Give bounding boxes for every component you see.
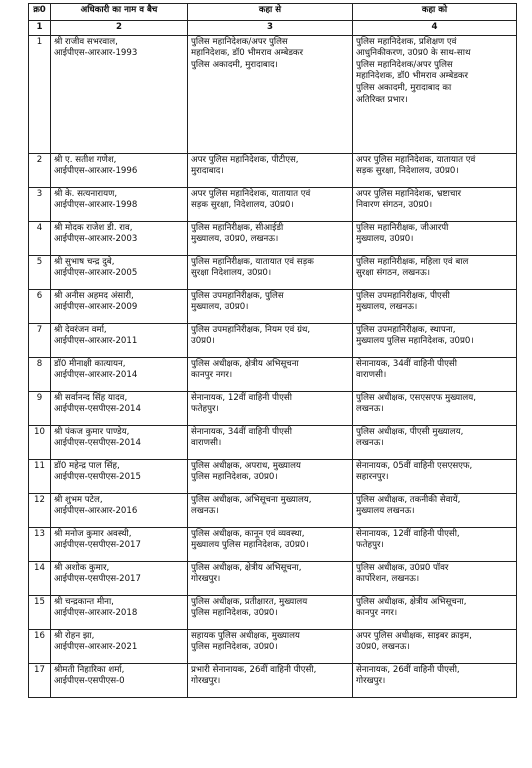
cell-text-line: पुलिस उपमहानिरीक्षक, नियम एवं ग्रंथ, [191, 324, 311, 335]
cell-text-line: आईपीएस-एसपीएस-2014 [54, 438, 141, 449]
cell-text-line: पुलिस अधीक्षक, कानून एवं व्यवस्था, [191, 528, 305, 539]
cell-text-line: अपर पुलिस महानिदेशक, पीटीएस, [191, 154, 299, 165]
serial-number-cell: 4 [29, 221, 51, 255]
table-row [29, 527, 517, 561]
transfer-table [28, 3, 517, 698]
from-post-cell [188, 561, 353, 595]
table-row [29, 425, 517, 459]
from-post-cell [188, 153, 353, 187]
from-post-cell [188, 459, 353, 493]
cell-text-line: आईपीएस-आरआर-2018 [54, 608, 138, 619]
cell-text-line: सेनानायक, 05वीं वाहिनी एसएसएफ, [356, 460, 473, 471]
cell-text-line: पुलिस महानिरीक्षक, सीआईडी [191, 222, 284, 233]
table-row [29, 357, 517, 391]
table-row [29, 629, 517, 663]
cell-text-line: आईपीएस-एसपीएस-2017 [54, 574, 141, 585]
to-post-cell [353, 153, 517, 187]
serial-number-cell: 3 [29, 187, 51, 221]
cell-text-line: पुलिस अधीक्षक, प्रतीक्षारत, मुख्यालय [191, 596, 308, 607]
cell-text-line: सहायक पुलिस अधीक्षक, मुख्यालय [191, 630, 300, 641]
cell-text-line: पुलिस अधीक्षक, क्षेत्रीय अभिसूचना, [356, 596, 467, 607]
cell-text-line: आईपीएस-आरआर-2003 [54, 234, 138, 245]
officer-name-cell [51, 35, 188, 153]
from-post-cell [188, 187, 353, 221]
cell-text-line: आईपीएस-आरआर-2005 [54, 268, 138, 279]
table-row [29, 493, 517, 527]
cell-text-line: लखनऊ। [191, 506, 219, 517]
officer-name-cell [51, 663, 188, 697]
serial-number-cell: 2 [29, 153, 51, 187]
column-number-row [29, 21, 517, 36]
cell-text-line: प्रभारी सेनानायक, 26वीं वाहिनी पीएसी, [191, 664, 317, 675]
table-row [29, 459, 517, 493]
cell-text-line: पुलिस अकादमी, मुरादाबाद का [356, 82, 452, 93]
officer-name-cell [51, 323, 188, 357]
to-post-cell [353, 391, 517, 425]
from-post-cell [188, 527, 353, 561]
cell-text-line: आईपीएस-आरआर-1998 [54, 200, 138, 211]
table-row [29, 153, 517, 187]
cell-text-line: गोरखपुर। [356, 676, 386, 687]
cell-text-line: श्रीमती निहारिका शर्मा, [54, 664, 125, 675]
cell-text-line: सेनानायक, 12वीं वाहिनी पीएसी [191, 392, 292, 403]
cell-text-line: पुलिस अधीक्षक, पीएसी मुख्यालय, [356, 426, 464, 437]
cell-text-line: सेनानायक, 26वीं वाहिनी पीएसी, [356, 664, 460, 675]
officer-name-cell [51, 425, 188, 459]
cell-text-line: मुख्यालय, उ0प्र0, लखनऊ। [191, 234, 279, 245]
cell-text-line: आईपीएस-एसपीएस-2014 [54, 404, 141, 415]
to-post-cell [353, 187, 517, 221]
cell-text-line: गोरखपुर। [191, 676, 221, 687]
table-row [29, 35, 517, 153]
to-post-cell [353, 663, 517, 697]
cell-text-line: मुख्यालय पुलिस महानिदेशक, उ0प्र0। [191, 540, 309, 551]
cell-text-line: पुलिस उपमहानिरीक्षक, पुलिस [191, 290, 284, 301]
cell-text-line: सेनानायक, 34वीं वाहिनी पीएसी [356, 358, 457, 369]
cell-text-line: अपर पुलिस अधीक्षक, साइबर क्राइम, [356, 630, 472, 641]
cell-text-line: आईपीएस-एसपीएस-0 [54, 676, 125, 687]
from-post-cell [188, 221, 353, 255]
cell-text-line: पुलिस महानिदेशक, उ0प्र0। [191, 608, 278, 619]
column-number: 1 [29, 21, 51, 36]
cell-text-line: पुलिस अधीक्षक, अपराध, मुख्यालय [191, 460, 301, 471]
from-post-cell [188, 391, 353, 425]
cell-text-line: पुलिस उपमहानिरीक्षक, स्थापना, [356, 324, 456, 335]
cell-text-line: सुरक्षा निदेशालय, उ0प्र0। [191, 268, 272, 279]
cell-text-line: श्री शुभम पटेल, [54, 494, 103, 505]
serial-number-cell: 16 [29, 629, 51, 663]
cell-text-line: पुलिस महानिदेशक/अपर पुलिस [356, 59, 453, 70]
cell-text-line: आईपीएस-आरआर-1993 [54, 48, 138, 59]
from-post-cell [188, 493, 353, 527]
serial-number-cell: 5 [29, 255, 51, 289]
cell-text-line: श्री रोहन झा, [54, 630, 95, 641]
cell-text-line: श्री अशोक कुमार, [54, 562, 110, 573]
cell-text-line: पुलिस अधीक्षक, एसएसएफ मुख्यालय, [356, 392, 476, 403]
cell-text-line: आईपीएस-आरआर-1996 [54, 166, 138, 177]
cell-text-line: पुलिस महानिदेशक, उ0प्र0। [191, 472, 278, 483]
table-row [29, 289, 517, 323]
cell-text-line: कानपुर नगर। [356, 608, 398, 619]
cell-text-line: उ0प्र0। [191, 336, 215, 347]
to-post-cell [353, 595, 517, 629]
to-post-cell [353, 289, 517, 323]
serial-number-cell: 12 [29, 493, 51, 527]
cell-text-line: सड़क सुरक्षा, निदेशालय, उ0प्र0। [191, 200, 294, 211]
to-post-cell [353, 561, 517, 595]
cell-text-line: मुख्यालय, उ0प्र0। [356, 234, 414, 245]
from-post-cell [188, 323, 353, 357]
table-row [29, 663, 517, 697]
officer-name-cell [51, 595, 188, 629]
cell-text-line: श्री अनीस अहमद अंसारी, [54, 290, 134, 301]
serial-number-cell: 13 [29, 527, 51, 561]
cell-text-line: मुख्यालय, लखनऊ। [356, 302, 418, 313]
cell-text-line: फतेहपुर। [191, 404, 219, 415]
cell-text-line: श्री सर्वानन्द सिंह यादव, [54, 392, 128, 403]
cell-text-line: महानिदेशक, डॉ0 भीमराव अम्बेडकर [356, 71, 469, 82]
cell-text-line: लखनऊ। [356, 404, 384, 415]
cell-text-line: पुलिस महानिरीक्षक, यातायात एवं सड़क [191, 256, 314, 267]
officer-name-cell [51, 289, 188, 323]
cell-text-line: पुलिस अधीक्षक, उ0प्र0 पॉवर [356, 562, 449, 573]
to-post-cell [353, 425, 517, 459]
table-row [29, 391, 517, 425]
officer-name-cell [51, 187, 188, 221]
to-post-cell [353, 459, 517, 493]
cell-text-line: लखनऊ। [356, 438, 384, 449]
cell-text-line: पुलिस महानिरीक्षक, महिला एवं बाल [356, 256, 469, 267]
cell-text-line: सेनानायक, 34वीं वाहिनी पीएसी [191, 426, 292, 437]
header-officer-name-batch: अधिकारी का नाम व बैच [51, 4, 188, 21]
officer-name-cell [51, 153, 188, 187]
officer-name-cell [51, 255, 188, 289]
officer-name-cell [51, 561, 188, 595]
cell-text-line: श्री चन्द्रकान्त मीना, [54, 596, 114, 607]
table-row [29, 187, 517, 221]
cell-text-line: श्री के. सत्यनारायण, [54, 188, 118, 199]
officer-name-cell [51, 221, 188, 255]
cell-text-line: पुलिस महानिदेशक, उ0प्र0। [191, 642, 278, 653]
cell-text-line: पुलिस अकादमी, मुरादाबाद। [191, 59, 278, 70]
cell-text-line: वाराणसी। [356, 370, 387, 381]
from-post-cell [188, 357, 353, 391]
serial-number-cell: 14 [29, 561, 51, 595]
cell-text-line: श्री सुभाष चन्द्र दुबे, [54, 256, 115, 267]
table-row [29, 595, 517, 629]
cell-text-line: महानिदेशक, डॉ0 भीमराव अम्बेडकर [191, 48, 304, 59]
cell-text-line: कानपुर नगर। [191, 370, 233, 381]
cell-text-line: आईपीएस-एसपीएस-2017 [54, 540, 141, 551]
to-post-cell [353, 493, 517, 527]
cell-text-line: अतिरिक्त प्रभार। [356, 94, 408, 105]
from-post-cell [188, 629, 353, 663]
table-row [29, 561, 517, 595]
cell-text-line: सड़क सुरक्षा, निदेशालय, उ0प्र0। [356, 166, 459, 177]
from-post-cell [188, 255, 353, 289]
table-row [29, 323, 517, 357]
cell-text-line: मुख्यालय लखनऊ। [356, 506, 415, 517]
cell-text-line: पुलिस अधीक्षक, अभिसूचना मुख्यालय, [191, 494, 312, 505]
cell-text-line: पुलिस अधीक्षक, क्षेत्रीय अभिसूचना, [191, 562, 302, 573]
to-post-cell [353, 357, 517, 391]
cell-text-line: आधुनिकीकरण, उ0प्र0 के साथ-साथ [356, 48, 471, 59]
cell-text-line: मुरादाबाद। [191, 166, 224, 177]
to-post-cell [353, 527, 517, 561]
cell-text-line: पुलिस महानिरीक्षक, जीआरपी [356, 222, 449, 233]
cell-text-line: उ0प्र0, लखनऊ। [356, 642, 410, 653]
cell-text-line: श्री मनोज कुमार अवस्थी, [54, 528, 132, 539]
officer-name-cell [51, 493, 188, 527]
serial-number-cell: 10 [29, 425, 51, 459]
table-row [29, 255, 517, 289]
officer-name-cell [51, 527, 188, 561]
cell-text-line: श्री पंकज कुमार पाण्डेय, [54, 426, 130, 437]
from-post-cell [188, 663, 353, 697]
cell-text-line: फतेहपुर। [356, 540, 384, 551]
header-serial-number: क्र0 [29, 4, 51, 21]
from-post-cell [188, 35, 353, 153]
cell-text-line: श्री राजीव सभरवाल, [54, 36, 118, 47]
officer-name-cell [51, 459, 188, 493]
cell-text-line: आईपीएस-आरआर-2011 [54, 336, 138, 347]
column-number: 3 [188, 21, 353, 36]
cell-text-line: डॉ0 मीनाक्षी कात्यायन, [54, 358, 126, 369]
cell-text-line: आईपीएस-आरआर-2016 [54, 506, 138, 517]
cell-text-line: आईपीएस-आरआर-2009 [54, 302, 138, 313]
serial-number-cell: 7 [29, 323, 51, 357]
column-number: 4 [353, 21, 517, 36]
cell-text-line: गोरखपुर। [191, 574, 221, 585]
cell-text-line: श्री देवरंजन वर्मा, [54, 324, 107, 335]
cell-text-line: पुलिस अधीक्षक, क्षेत्रीय अभिसूचना [191, 358, 299, 369]
to-post-cell [353, 323, 517, 357]
serial-number-cell: 6 [29, 289, 51, 323]
column-number: 2 [51, 21, 188, 36]
cell-text-line: सुरक्षा संगठन, लखनऊ। [356, 268, 430, 279]
officer-name-cell [51, 391, 188, 425]
cell-text-line: सहारनपुर। [356, 472, 389, 483]
cell-text-line: मुख्यालय पुलिस महानिदेशक, उ0प्र0। [356, 336, 474, 347]
cell-text-line: अपर पुलिस महानिदेशक, यातायात एवं [191, 188, 311, 199]
cell-text-line: पुलिस महानिदेशक/अपर पुलिस [191, 36, 288, 47]
cell-text-line: सेनानायक, 12वीं वाहिनी पीएसी, [356, 528, 460, 539]
to-post-cell [353, 35, 517, 153]
cell-text-line: निवारण संगठन, उ0प्र0। [356, 200, 433, 211]
to-post-cell [353, 221, 517, 255]
cell-text-line: पुलिस अधीक्षक, तकनीकी सेवायें, [356, 494, 461, 505]
to-post-cell [353, 629, 517, 663]
cell-text-line: वाराणसी। [191, 438, 222, 449]
cell-text-line: श्री ए. सतीश गणेश, [54, 154, 117, 165]
serial-number-cell: 17 [29, 663, 51, 697]
serial-number-cell: 8 [29, 357, 51, 391]
from-post-cell [188, 425, 353, 459]
cell-text-line: श्री मोदक राजेश डी. राव, [54, 222, 133, 233]
cell-text-line: आईपीएस-आरआर-2014 [54, 370, 138, 381]
officer-name-cell [51, 629, 188, 663]
officer-name-cell [51, 357, 188, 391]
cell-text-line: अपर पुलिस महानिदेशक, भ्रष्टाचार [356, 188, 462, 199]
serial-number-cell: 1 [29, 35, 51, 153]
cell-text-line: डॉ0 महेन्द्र पाल सिंह, [54, 460, 120, 471]
header-from: कहा से [188, 4, 353, 21]
to-post-cell [353, 255, 517, 289]
cell-text-line: आईपीएस-एसपीएस-2015 [54, 472, 141, 483]
table-row [29, 221, 517, 255]
header-to: कहा को [353, 4, 517, 21]
cell-text-line: मुख्यालय, उ0प्र0। [191, 302, 249, 313]
table-header-row [29, 4, 517, 21]
serial-number-cell: 15 [29, 595, 51, 629]
serial-number-cell: 11 [29, 459, 51, 493]
cell-text-line: अपर पुलिस महानिदेशक, यातायात एवं [356, 154, 476, 165]
cell-text-line: कार्पोरेशन, लखनऊ। [356, 574, 420, 585]
from-post-cell [188, 289, 353, 323]
serial-number-cell: 9 [29, 391, 51, 425]
cell-text-line: आईपीएस-आरआर-2021 [54, 642, 138, 653]
cell-text-line: पुलिस उपमहानिरीक्षक, पीएसी [356, 290, 450, 301]
from-post-cell [188, 595, 353, 629]
cell-text-line: पुलिस महानिदेशक, प्रशिक्षण एवं [356, 36, 457, 47]
